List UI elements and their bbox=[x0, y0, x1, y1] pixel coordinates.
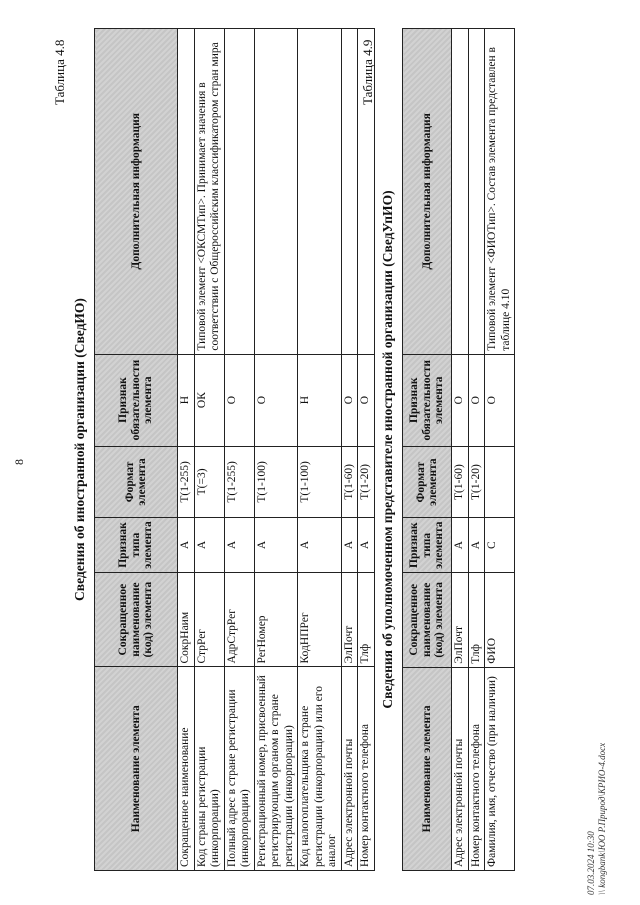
table-cell: ФИО bbox=[485, 572, 515, 667]
table-4-8-title: Сведения об иностранной организации (СведИО) bbox=[72, 298, 87, 601]
table-row bbox=[341, 29, 358, 871]
table-cell: Сокращенное наименование bbox=[178, 667, 195, 871]
document-footer bbox=[586, 743, 608, 895]
table-cell: А bbox=[452, 518, 469, 572]
table-cell: А bbox=[194, 518, 224, 572]
table-4-9 bbox=[402, 28, 515, 871]
table-cell: Код страны регистрации (инкорпорации) bbox=[194, 667, 224, 871]
table-row bbox=[254, 29, 298, 871]
table-4-9-title: Сведения об уполномоченном представителе иностранной организации (СведУпИО) bbox=[380, 190, 395, 709]
table-row bbox=[468, 29, 485, 871]
table-cell: Тлф bbox=[358, 572, 375, 667]
table-cell: Полный адрес в стране регистрации (инкорпорации) bbox=[224, 667, 254, 871]
table-cell bbox=[298, 29, 342, 355]
table-cell bbox=[452, 29, 469, 355]
table-cell: РегНомер bbox=[254, 572, 298, 667]
column-header: Сокращенное наименование (код) элемента bbox=[403, 572, 452, 667]
table-cell: О bbox=[254, 354, 298, 446]
table-cell: О bbox=[224, 354, 254, 446]
table-row bbox=[224, 29, 254, 871]
table-cell: T(1-100) bbox=[254, 446, 298, 518]
table-cell bbox=[341, 29, 358, 355]
table-cell: А bbox=[468, 518, 485, 572]
table-cell bbox=[178, 29, 195, 355]
table-row bbox=[452, 29, 469, 871]
table-cell: Регистрационный номер, присвоенный регистрирующим органом в стране регистрации (инкорпорации) bbox=[254, 667, 298, 871]
table-cell: T(1-60) bbox=[452, 446, 469, 518]
table-cell: ЭлПочт bbox=[341, 572, 358, 667]
page-number: 8 bbox=[12, 459, 26, 465]
table-row bbox=[194, 29, 224, 871]
table-cell: T(1-255) bbox=[224, 446, 254, 518]
column-header: Признак типа элемента bbox=[403, 518, 452, 572]
table-cell: ЭлПочт bbox=[452, 572, 469, 667]
table-cell: Фамилия, имя, отчество (при наличии) bbox=[485, 667, 515, 870]
table-cell: Тлф bbox=[468, 572, 485, 667]
table-cell: T(1-20) bbox=[468, 446, 485, 518]
table-cell: А bbox=[358, 518, 375, 572]
table-row bbox=[178, 29, 195, 871]
table-cell: ОК bbox=[194, 354, 224, 446]
table-cell: Н bbox=[178, 354, 195, 446]
table-4-9-label: Таблица 4.9 bbox=[360, 39, 375, 105]
table-cell: О bbox=[452, 354, 469, 446]
table-cell: С bbox=[485, 518, 515, 572]
table-cell: О bbox=[468, 354, 485, 446]
footer-file-path: \\ kongbank\ЮО Р.Природ\КРИО-4.docx bbox=[597, 742, 607, 895]
table-row bbox=[485, 29, 515, 871]
table-cell: T(1-255) bbox=[178, 446, 195, 518]
table-cell bbox=[468, 29, 485, 355]
table-cell: T(=3) bbox=[194, 446, 224, 518]
column-header: Наименование элемента bbox=[403, 667, 452, 870]
column-header: Формат элемента bbox=[95, 446, 178, 518]
footer-timestamp: 07.03.2024 10:30 bbox=[586, 831, 596, 895]
table-cell: Номер контактного телефона bbox=[358, 667, 375, 871]
table-cell: T(1-100) bbox=[298, 446, 342, 518]
table-cell: Номер контактного телефона bbox=[468, 667, 485, 870]
column-header: Наименование элемента bbox=[95, 667, 178, 871]
column-header: Формат элемента bbox=[403, 446, 452, 518]
table-cell: СтрРег bbox=[194, 572, 224, 667]
table-header-row bbox=[403, 29, 452, 871]
column-header: Сокращенное наименование (код) элемента bbox=[95, 572, 178, 667]
table-4-8 bbox=[94, 28, 375, 871]
table-header-row bbox=[95, 29, 178, 871]
column-header: Признак обязательности элемента bbox=[95, 354, 178, 446]
column-header: Признак типа элемента bbox=[95, 518, 178, 572]
table-cell: А bbox=[178, 518, 195, 572]
table-row bbox=[358, 29, 375, 871]
table-cell: А bbox=[341, 518, 358, 572]
table-cell bbox=[254, 29, 298, 355]
table-cell: О bbox=[358, 354, 375, 446]
table-cell: Типовой элемент <ФИОТип>. Состав элемента представлен в таблице 4.10 bbox=[485, 29, 515, 355]
table-cell: СокрНаим bbox=[178, 572, 195, 667]
table-cell: Адрес электронной почты bbox=[452, 667, 469, 870]
table-cell: АдрСтрРег bbox=[224, 572, 254, 667]
table-cell: А bbox=[224, 518, 254, 572]
table-cell: Типовой элемент <ОКСМТип>. Принимает значения в соответствии с Общероссийским классификатором стран мира bbox=[194, 29, 224, 355]
table-cell: Код налогоплательщика в стране регистрации (инкорпорации) или его аналог bbox=[298, 667, 342, 871]
table-cell: T(1-20) bbox=[358, 446, 375, 518]
table-cell: Адрес электронной почты bbox=[341, 667, 358, 871]
table-cell: О bbox=[341, 354, 358, 446]
table-4-8-label: Таблица 4.8 bbox=[52, 39, 67, 105]
column-header: Дополнительная информация bbox=[403, 29, 452, 355]
table-cell: О bbox=[485, 354, 515, 446]
table-cell: А bbox=[254, 518, 298, 572]
table-cell bbox=[485, 446, 515, 518]
table-cell: А bbox=[298, 518, 342, 572]
column-header: Дополнительная информация bbox=[95, 29, 178, 355]
column-header: Признак обязательности элемента bbox=[403, 354, 452, 446]
table-row bbox=[298, 29, 342, 871]
table-cell: T(1-60) bbox=[341, 446, 358, 518]
table-cell bbox=[224, 29, 254, 355]
table-cell: Н bbox=[298, 354, 342, 446]
table-cell: КодНПРег bbox=[298, 572, 342, 667]
